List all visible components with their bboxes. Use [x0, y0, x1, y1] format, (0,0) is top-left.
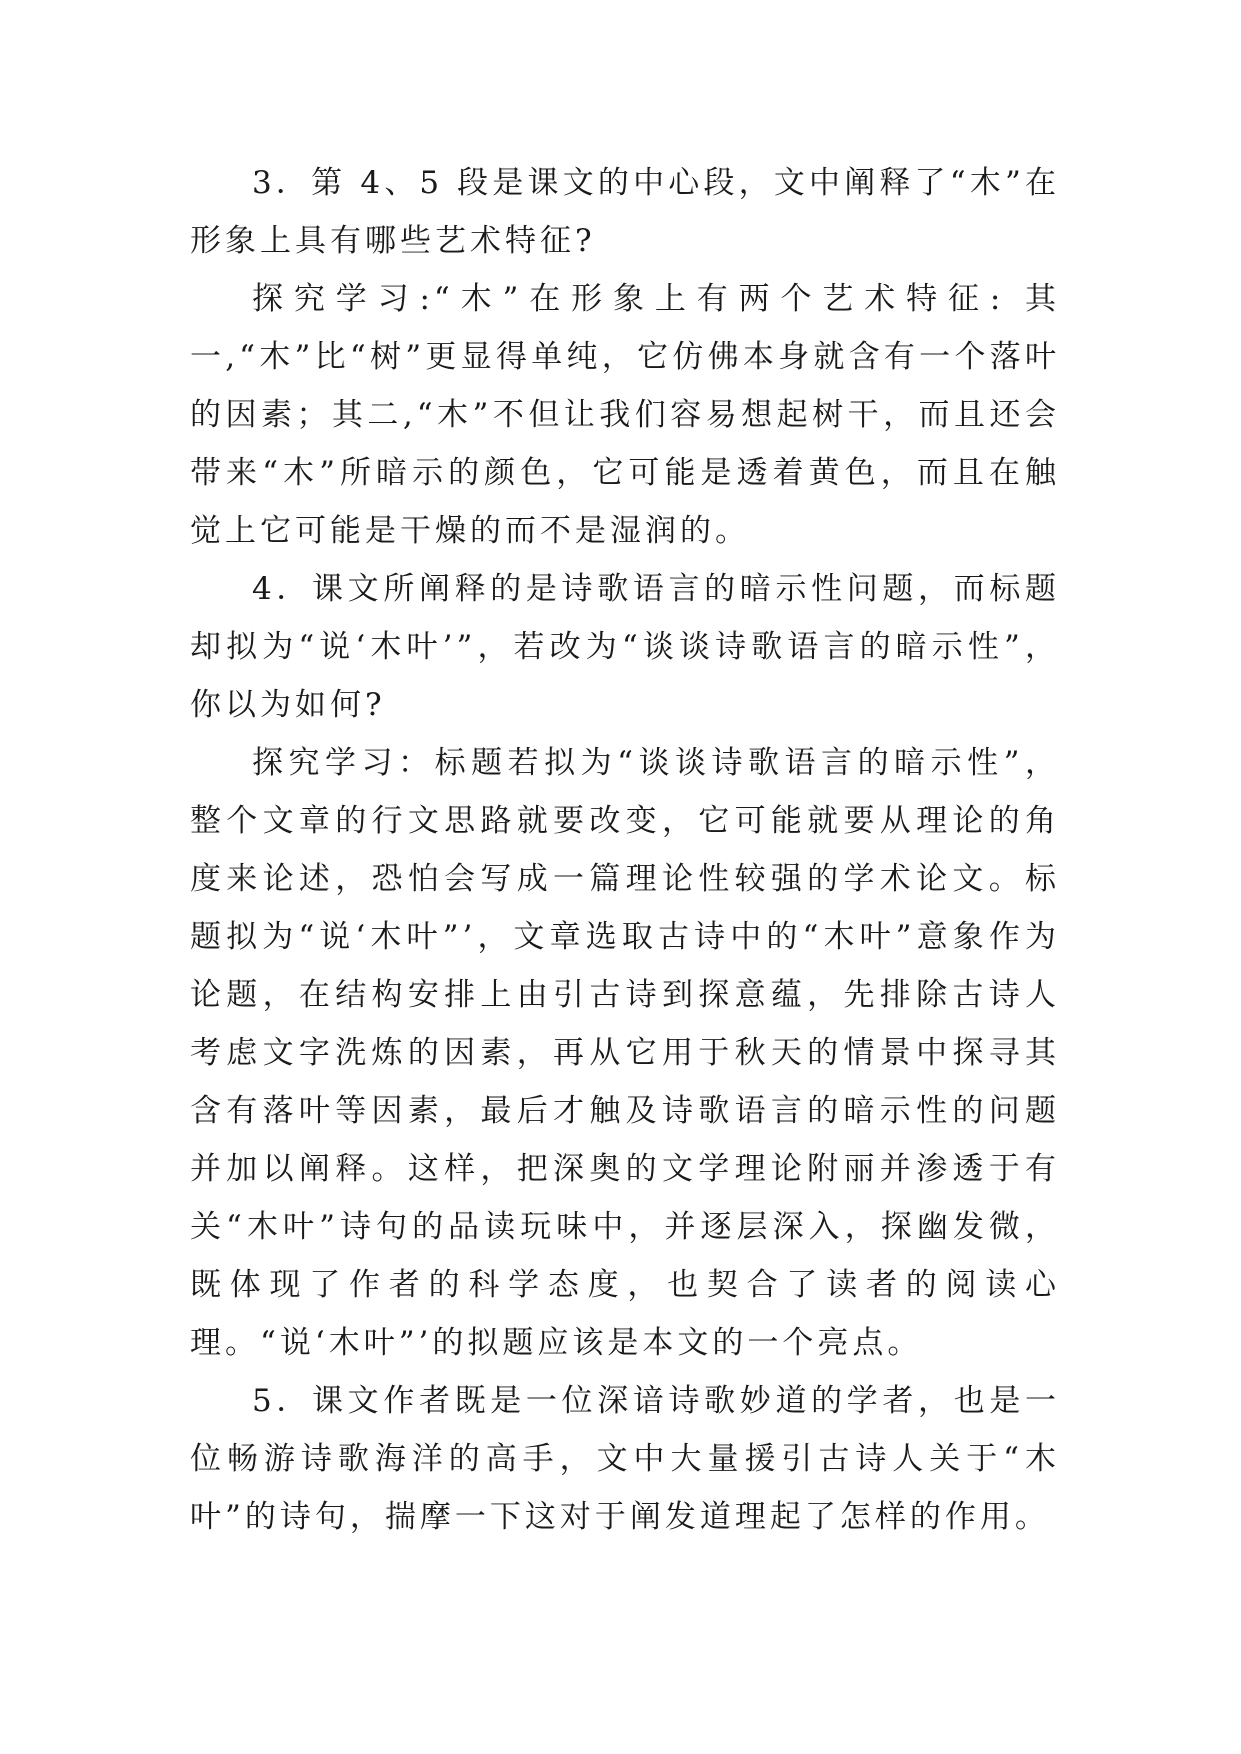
question-5: 5．课文作者既是一位深谙诗歌妙道的学者，也是一位畅游诗歌海洋的高手，文中大量援引古诗人关于“木叶”的诗句，揣摩一下这对于阐发道理起了怎样的作用。 — [190, 1383, 1060, 1535]
document-page — [190, 154, 1060, 1546]
answer-3: 探究学习:“木”在形象上有两个艺术特征: 其一,“木”比“树”更显得单纯，它仿佛本身就含有一个落叶的因素；其二,“木”不但让我们容易想起树干，而且还会带来“木”所暗示的颜色，它可能是透着黄色，而且在触觉上它可能是干燥的而不是湿润的。 — [190, 281, 1060, 549]
answer-4: 探究学习：标题若拟为“谈谈诗歌语言的暗示性”，整个文章的行文思路就要改变，它可能就要从理论的角度来论述，恐怕会写成一篇理论性较强的学术论文。标题拟为“说‘木叶”’，文章选取古诗中的“木叶”意象作为论题，在结构安排上由引古诗到探意蕴，先排除古诗人考虑文字洗炼的因素，再从它用于秋天的情景中探寻其含有落叶等因素，最后才触及诗歌语言的暗示性的问题并加以阐释。这样，把深奥的文学理论附丽并渗透于有关“木叶”诗句的品读玩味中，并逐层深入，探幽发微，既体现了作者的科学态度，也契合了读者的阅读心理。“说‘木叶”’的拟题应该是本文的一个亮点。 — [190, 745, 1060, 1361]
question-3: 3．第 4、5 段是课文的中心段，文中阐释了“木”在形象上具有哪些艺术特征? — [190, 165, 1060, 259]
question-4: 4．课文所阐释的是诗歌语言的暗示性问题，而标题却拟为“说‘木叶’”，若改为“谈谈诗歌语言的暗示性”，你以为如何? — [190, 571, 1060, 723]
